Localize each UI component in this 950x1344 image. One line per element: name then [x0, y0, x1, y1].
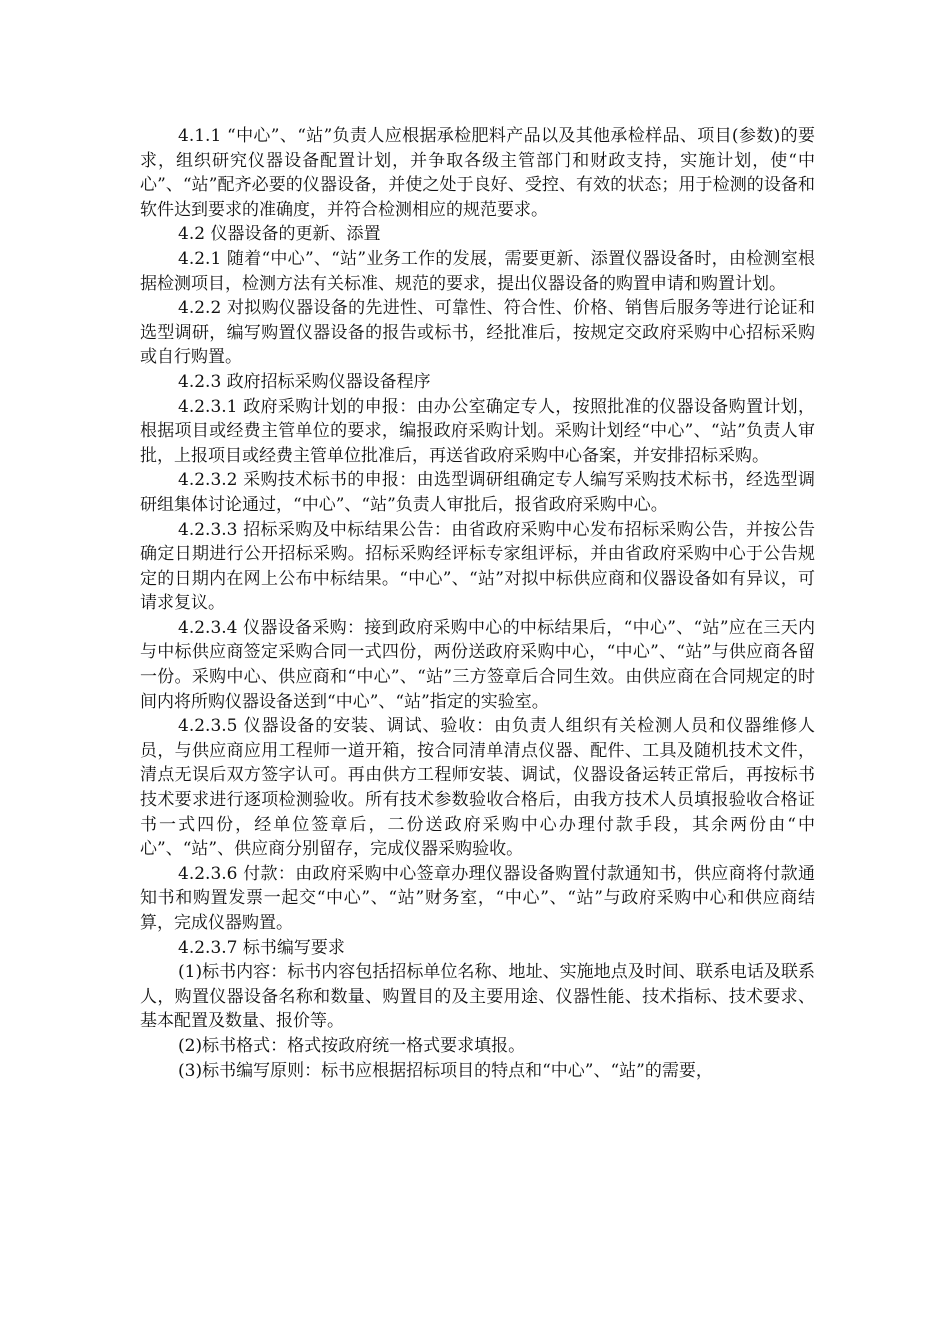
paragraph-bid-format: (2)标书格式：格式按政府统一格式要求填报。 — [178, 1035, 526, 1056]
document-body — [140, 124, 815, 1083]
paragraph-4-2-3-5: 4.2.3.5 仪器设备的安装、调试、验收：由负责人组织有关检测人员和仪器维修人员，与供应商应用工程师一道开箱，按合同清单清点仪器、配件、工具及随机技术文件，清点无误后双方签字认可。再由供方工程师安装、调试，仪器设备运转正常后，再按标书技术要求进行逐项检测验收。所有技术参数验收合格后，由我方技术人员填报验收合格证书一式四份，经单位签章后，二份送政府采购中心办理付款手段，其余两份由“中心”、“站”、供应商分别留存，完成仪器采购验收。 — [140, 716, 815, 860]
paragraph-4-2-3-6: 4.2.3.6 付款：由政府采购中心签章办理仪器设备购置付款通知书，供应商将付款通知书和购置发票一起交“中心”、“站”财务室，“中心”、“站”与政府采购中心和供应商结算，完成仪器购置。 — [140, 863, 815, 933]
paragraph-4-2-3-1: 4.2.3.1 政府采购计划的申报：由办公室确定专人，按照批准的仪器设备购置计划，根据项目或经费主管单位的要求，编报政府采购计划。采购计划经“中心”、“站”负责人审批，上报项目或经费主管单位批准后，再送省政府采购中心备案，并安排招标采购。 — [140, 396, 815, 466]
paragraph-4-2-3-2: 4.2.3.2 采购技术标书的申报：由选型调研组确定专人编写采购技术标书，经选型调研组集体讨论通过，“中心”、“站”负责人审批后，报省政府采购中心。 — [140, 470, 815, 515]
paragraph-4-2-1: 4.2.1 随着“中心”、“站”业务工作的发展，需要更新、添置仪器设备时，由检测室根据检测项目，检测方法有关标准、规范的要求，提出仪器设备的购置申请和购置计划。 — [140, 248, 815, 294]
heading-4-2: 4.2 仪器设备的更新、添置 — [178, 224, 381, 245]
paragraph-bid-content: (1)标书内容：标书内容包括招标单位名称、地址、实施地点及时间、联系电话及联系人，购置仪器设备名称和数量、购置目的及主要用途、仪器性能、技术指标、技术要求、基本配置及数量、报价等。 — [140, 962, 815, 1032]
paragraph-4-2-2: 4.2.2 对拟购仪器设备的先进性、可靠性、符合性、价格、销售后服务等进行论证和选型调研，编写购置仪器设备的报告或标书，经批准后，按规定交政府采购中心招标采购或自行购置。 — [140, 298, 815, 368]
heading-4-2-3-7: 4.2.3.7 标书编写要求 — [178, 937, 345, 958]
paragraph-4-2-3-3: 4.2.3.3 招标采购及中标结果公告：由省政府采购中心发布招标采购公告，并按公告确定日期进行公开招标采购。招标采购经评标专家组评标，并由省政府采购中心于公告规定的日期内在网上公布中标结果。“中心”、“站”对拟中标供应商和仪器设备如有异议，可请求复议。 — [140, 519, 815, 614]
paragraph-4-1-1: 4.1.1 “中心”、“站”负责人应根据承检肥料产品以及其他承检样品、项目(参数)的要求，组织研究仪器设备配置计划，并争取各级主管部门和财政支持，实施计划，使“中心”、“站”配齐必要的仪器设备，并使之处于良好、受控、有效的状态；用于检测的设备和软件达到要求的准确度，并符合检测相应的规范要求。 — [140, 126, 815, 220]
paragraph-4-2-3-4: 4.2.3.4 仪器设备采购：接到政府采购中心的中标结果后，“中心”、“站”应在三天内与中标供应商签定采购合同一式四份，两份送政府采购中心，“中心”、“站”与供应商各留一份。采购中心、供应商和“中心”、“站”三方签章后合同生效。由供应商在合同规定的时间内将所购仪器设备送到“中心”、“站”指定的实验室。 — [140, 617, 815, 712]
heading-4-2-3: 4.2.3 政府招标采购仪器设备程序 — [178, 371, 431, 392]
paragraph-bid-principle: (3)标书编写原则：标书应根据招标项目的特点和“中心”、“站”的需要， — [178, 1060, 713, 1081]
